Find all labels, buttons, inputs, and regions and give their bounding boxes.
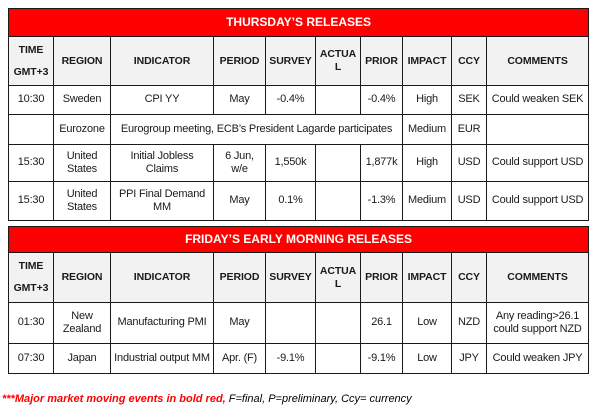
- cell-time: 15:30: [9, 145, 54, 182]
- cell-impact: Medium: [403, 115, 452, 145]
- cell-prior: 26.1: [361, 303, 403, 344]
- col-header-time-line2: GMT+3: [13, 282, 49, 294]
- cell-actual: [316, 344, 361, 374]
- cell-comments: Could weaken JPY: [487, 344, 589, 374]
- cell-region: New Zealand: [54, 303, 111, 344]
- cell-period: 6 Jun, w/e: [214, 145, 266, 182]
- cell-prior: -1.3%: [361, 182, 403, 221]
- cell-comments: Any reading>26.1 could support NZD: [487, 303, 589, 344]
- col-header-impact: IMPACT: [403, 253, 452, 303]
- table-row: [9, 182, 589, 221]
- col-header-comments: COMMENTS: [487, 253, 589, 303]
- cell-prior: -0.4%: [361, 86, 403, 115]
- cell-time: 15:30: [9, 182, 54, 221]
- cell-time: 01:30: [9, 303, 54, 344]
- cell-impact: Medium: [403, 182, 452, 221]
- col-header-indicator: INDICATOR: [111, 37, 214, 86]
- col-header-survey: SURVEY: [266, 253, 316, 303]
- cell-time: 07:30: [9, 344, 54, 374]
- cell-ccy: JPY: [452, 344, 487, 374]
- col-header-period: PERIOD: [214, 37, 266, 86]
- cell-region: United States: [54, 182, 111, 221]
- cell-region: Japan: [54, 344, 111, 374]
- cell-period: May: [214, 86, 266, 115]
- footnote-black-text: F=final, P=preliminary, Ccy= currency: [225, 393, 412, 405]
- col-header-region: REGION: [54, 253, 111, 303]
- cell-comments: [487, 115, 589, 145]
- cell-period: May: [214, 303, 266, 344]
- cell-impact: High: [403, 145, 452, 182]
- cell-survey: 1,550k: [266, 145, 316, 182]
- cell-indicator: Industrial output MM: [111, 344, 214, 374]
- cell-time: [9, 115, 54, 145]
- thursday-header-row: [9, 37, 589, 86]
- col-header-impact: IMPACT: [403, 37, 452, 86]
- col-header-indicator: INDICATOR: [111, 253, 214, 303]
- col-header-ccy: CCY: [452, 37, 487, 86]
- col-header-actual: ACTUAL: [316, 253, 361, 303]
- cell-survey: -9.1%: [266, 344, 316, 374]
- cell-survey: 0.1%: [266, 182, 316, 221]
- cell-ccy: EUR: [452, 115, 487, 145]
- friday-releases-table: [8, 226, 589, 374]
- footnote-red-text: ***Major market moving events in bold red,: [2, 393, 226, 405]
- cell-indicator: Initial Jobless Claims: [111, 145, 214, 182]
- cell-actual: [316, 303, 361, 344]
- col-header-actual: ACTUAL: [316, 37, 361, 86]
- table-row: [9, 115, 589, 145]
- col-header-time-line1: TIME: [18, 260, 44, 273]
- table-row: [9, 344, 589, 374]
- friday-header-row: [9, 253, 589, 303]
- cell-ccy: USD: [452, 145, 487, 182]
- col-header-survey: SURVEY: [266, 37, 316, 86]
- table-row: [9, 303, 589, 344]
- section-title: THURSDAY’S RELEASES: [9, 9, 589, 37]
- cell-actual: [316, 182, 361, 221]
- cell-survey: -0.4%: [266, 86, 316, 115]
- col-header-period: PERIOD: [214, 253, 266, 303]
- cell-region: Eurozone: [54, 115, 111, 145]
- cell-region: Sweden: [54, 86, 111, 115]
- col-header-comments: COMMENTS: [487, 37, 589, 86]
- cell-comments: Could weaken SEK: [487, 86, 589, 115]
- table-row: [9, 145, 589, 182]
- col-header-time-line1: TIME: [18, 43, 44, 56]
- section-title: FRIDAY’S EARLY MORNING RELEASES: [9, 227, 589, 253]
- table-row: [9, 86, 589, 115]
- cell-time: 10:30: [9, 86, 54, 115]
- col-header-ccy: CCY: [452, 253, 487, 303]
- cell-region: United States: [54, 145, 111, 182]
- footnote: [2, 393, 592, 405]
- cell-impact: Low: [403, 344, 452, 374]
- cell-indicator: CPI YY: [111, 86, 214, 115]
- cell-period: Apr. (F): [214, 344, 266, 374]
- col-header-time: [9, 253, 54, 303]
- cell-actual: [316, 86, 361, 115]
- col-header-prior: PRIOR: [361, 253, 403, 303]
- cell-comments: Could support USD: [487, 145, 589, 182]
- cell-period: May: [214, 182, 266, 221]
- cell-actual: [316, 145, 361, 182]
- cell-survey: [266, 303, 316, 344]
- cell-merged-event: Eurogroup meeting, ECB’s President Lagarde participates: [111, 115, 403, 145]
- cell-impact: High: [403, 86, 452, 115]
- cell-comments: Could support USD: [487, 182, 589, 221]
- cell-indicator: PPI Final Demand MM: [111, 182, 214, 221]
- cell-ccy: NZD: [452, 303, 487, 344]
- friday-banner: [9, 227, 589, 253]
- col-header-prior: PRIOR: [361, 37, 403, 86]
- cell-prior: -9.1%: [361, 344, 403, 374]
- cell-indicator: Manufacturing PMI: [111, 303, 214, 344]
- cell-impact: Low: [403, 303, 452, 344]
- cell-ccy: SEK: [452, 86, 487, 115]
- col-header-region: REGION: [54, 37, 111, 86]
- thursday-banner: [9, 9, 589, 37]
- col-header-time-line2: GMT+3: [13, 65, 49, 78]
- cell-prior: 1,877k: [361, 145, 403, 182]
- thursday-releases-table: [8, 8, 589, 221]
- cell-ccy: USD: [452, 182, 487, 221]
- col-header-time: [9, 37, 54, 86]
